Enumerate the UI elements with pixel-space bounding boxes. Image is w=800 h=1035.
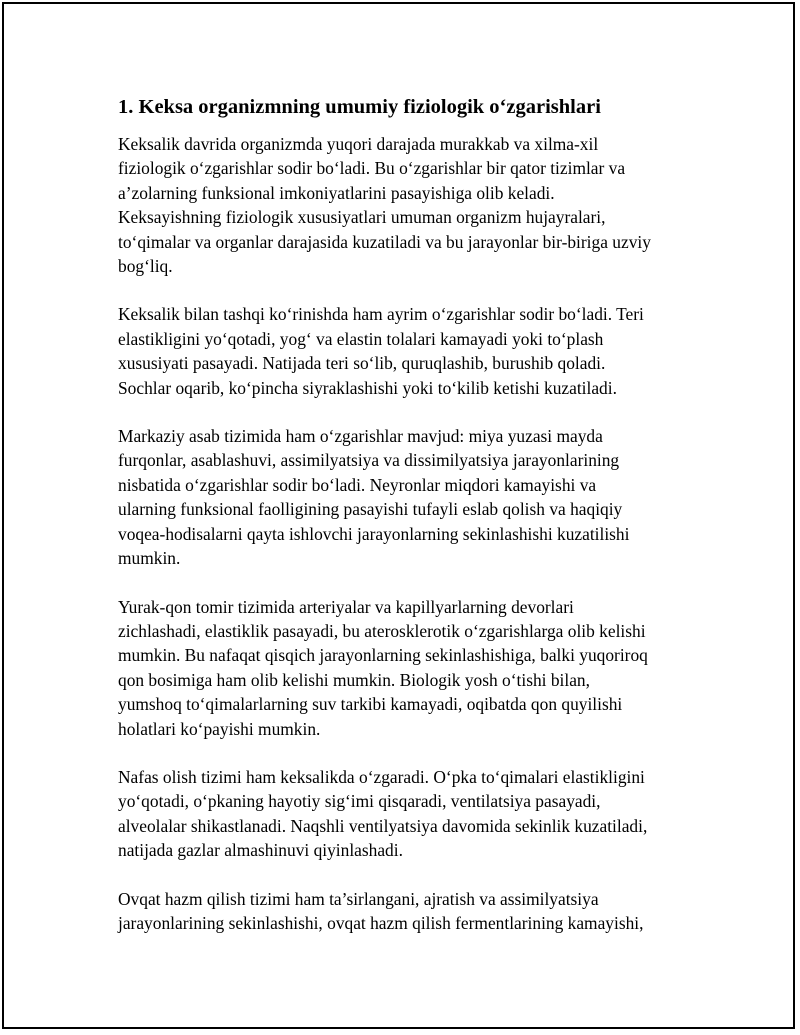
paragraph-1 [118,132,693,278]
text-line: Sochlar oqarib, ko‘pincha siyraklashishi yoki to‘kilib ketishi kuzatiladi. [118,377,617,398]
text-line: holatlari ko‘payishi mumkin. [118,718,321,739]
document-body [118,94,693,959]
text-line: bog‘liq. [118,256,173,277]
text-line: zichlashadi, elastiklik pasayadi, bu aterosklerotik o‘zgarishlarga olib kelishi [118,620,646,641]
text-line: voqea-hodisalarni qayta ishlovchi jarayonlarning sekinlashishi kuzatilishi [118,523,630,544]
text-line: Nafas olish tizimi ham keksalikda o‘zgaradi. O‘pka to‘qimalari elastikligini [118,766,645,787]
text-line: fiziologik o‘zgarishlar sodir bo‘ladi. Bu o‘zgarishlar bir qator tizimlar va [118,158,626,179]
text-line: a’zolarning funksional imkoniyatlarini pasayishiga olib keladi. [118,182,555,203]
text-line: furqonlar, asablashuvi, assimilyatsiya va dissimilyatsiya jarayonlarining [118,450,620,471]
text-line: to‘qimalar va organlar darajasida kuzatiladi va bu jarayonlar bir-biriga uzviy [118,231,651,252]
text-line: yumshoq to‘qimalarlarning suv tarkibi kamayadi, oqibatda qon quyilishi [118,694,623,715]
text-line: qon bosimiga ham olib kelishi mumkin. Biologik yosh o‘tishi bilan, [118,669,590,690]
paragraph-3 [118,424,693,570]
text-line: xususiyati pasayadi. Natijada teri so‘lib, quruqlashib, burushib qoladi. [118,353,606,374]
section-heading: 1. Keksa organizmning umumiy fiziologik o‘zgarishlari [118,96,601,118]
text-line: Ovqat hazm qilish tizimi ham ta’sirlangani, ajratish va assimilyatsiya [118,888,599,909]
text-line: alveolalar shikastlanadi. Naqshli ventilyatsiya davomida sekinlik kuzatiladi, [118,815,648,836]
text-line: Yurak-qon tomir tizimida arteriyalar va kapillyarlarning devorlari [118,596,574,617]
paragraph-2 [118,302,693,400]
paragraph-6 [118,887,693,936]
text-line: nisbatida o‘zgarishlar sodir bo‘ladi. Neyronlar miqdori kamayishi va [118,474,597,495]
text-line: ularning funksional faolligining pasayishi tufayli eslab qolish va haqiqiy [118,499,623,520]
text-line: natijada gazlar almashinuvi qiyinlashadi. [118,840,403,861]
text-line: mumkin. [118,548,181,569]
text-line: yo‘qotadi, o‘pkaning hayotiy sig‘imi qisqaradi, ventilatsiya pasayadi, [118,791,601,812]
paragraph-4 [118,595,693,741]
text-line: Keksalik bilan tashqi ko‘rinishda ham ayrim o‘zgarishlar sodir bo‘ladi. Teri [118,304,644,325]
paragraph-5 [118,765,693,863]
text-line: jarayonlarining sekinlashishi, ovqat hazm qilish fermentlarining kamayishi, [118,912,644,933]
text-line: Keksayishning fiziologik xususiyatlari umuman organizm hujayralari, [118,207,606,228]
text-line: elastikligini yo‘qotadi, yog‘ va elastin tolalari kamayadi yoki to‘plash [118,328,604,349]
text-line: Keksalik davrida organizmda yuqori darajada murakkab va xilma-xil [118,134,599,154]
text-line: Markaziy asab tizimida ham o‘zgarishlar mavjud: miya yuzasi mayda [118,426,603,447]
text-line: mumkin. Bu nafaqat qisqich jarayonlarning sekinlashishiga, balki yuqoriroq [118,645,648,666]
